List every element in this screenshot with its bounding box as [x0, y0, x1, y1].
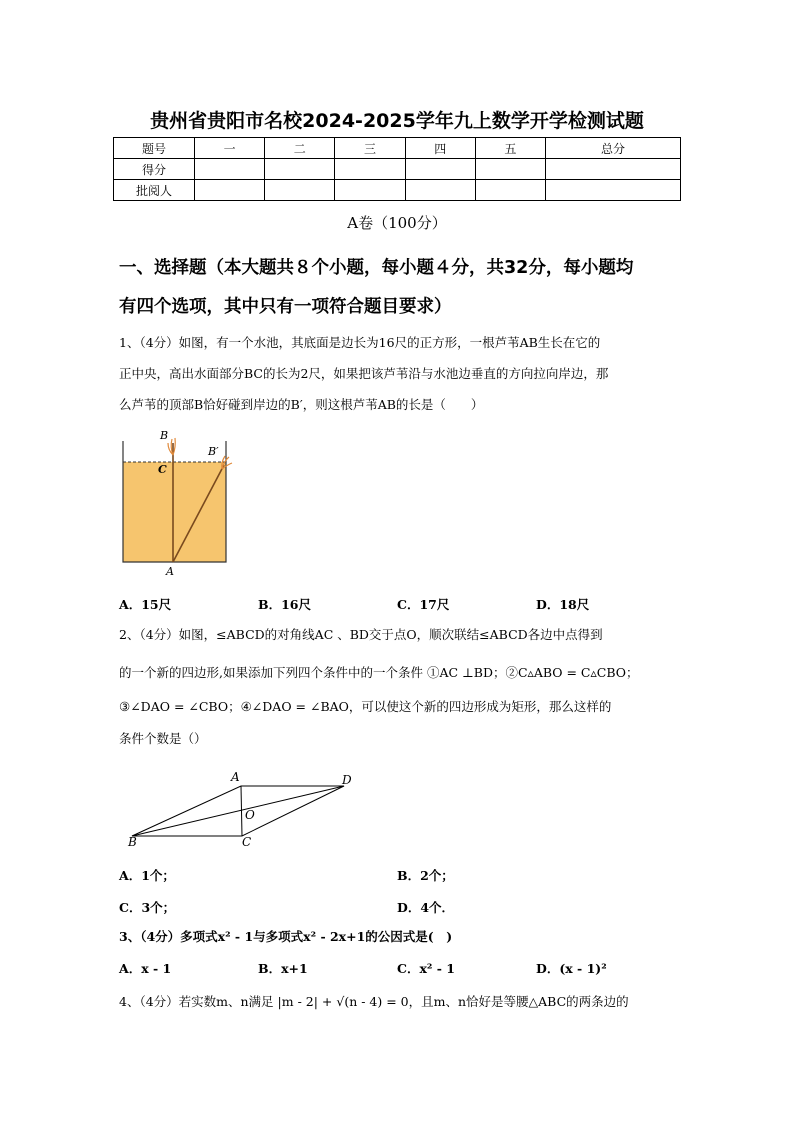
parallelogram-figure	[118, 762, 363, 847]
q3-text-line1: 3、（4分）多项式x² - 1与多项式x² - 2x+1的公因式是( )	[119, 929, 453, 944]
q3-option-b[interactable]: B．x+1	[258, 961, 308, 976]
score-header-cell: 四	[405, 138, 475, 159]
label-C: C	[158, 463, 167, 476]
label-D: D	[342, 773, 352, 787]
score-cell[interactable]	[265, 180, 335, 201]
score-table-row	[114, 159, 681, 180]
q1-option-a[interactable]: A．15尺	[119, 597, 172, 612]
label-B: B	[160, 429, 169, 442]
score-cell[interactable]	[475, 159, 545, 180]
score-header-cell: 二	[265, 138, 335, 159]
q2-text-line2: 的一个新的四边形,如果添加下列四个条件中的一个条件 ①AC ⊥BD；②C▵ABO = C▵CBO；	[119, 665, 639, 680]
label-C: C	[242, 835, 252, 847]
score-cell[interactable]	[546, 180, 681, 201]
score-table	[113, 137, 681, 201]
score-cell[interactable]	[475, 180, 545, 201]
score-cell[interactable]	[335, 180, 405, 201]
score-cell[interactable]	[265, 159, 335, 180]
label-A: A	[231, 770, 240, 784]
score-header-cell: 五	[475, 138, 545, 159]
diagonal-ac	[241, 786, 242, 836]
score-cell[interactable]	[405, 159, 475, 180]
score-cell[interactable]	[195, 180, 265, 201]
label-O: O	[245, 808, 255, 822]
label-Bprime: B′	[208, 445, 219, 458]
q2-option-d[interactable]: D．4个．	[397, 900, 455, 915]
q3-option-d[interactable]: D．(x - 1)²	[536, 961, 607, 976]
part1-heading-line1: 一、选择题（本大题共８个小题，每小题４分，共32分，每小题均	[119, 258, 634, 278]
q4-text-line1: 4、（4分）若实数m、n满足 |m - 2| + √(n - 4) = 0，且m、n恰好是等腰△ABC的两条边的	[119, 994, 629, 1009]
diagonal-bd	[132, 786, 344, 836]
score-row-label: 得分	[114, 159, 195, 180]
score-table-row	[114, 180, 681, 201]
q2-option-a[interactable]: A．1个；	[119, 868, 175, 883]
score-table-header-row	[114, 138, 681, 159]
part1-heading-line2: 有四个选项，其中只有一项符合题目要求）	[119, 297, 452, 317]
score-cell[interactable]	[405, 180, 475, 201]
q2-text-line4: 条件个数是（）	[119, 731, 207, 746]
q1-text-line3: 么芦苇的顶部B恰好碰到岸边的B′，则这根芦苇AB的长是（ ）	[119, 397, 484, 412]
q2-option-c[interactable]: C．3个；	[119, 900, 176, 915]
score-cell[interactable]	[335, 159, 405, 180]
label-B: B	[128, 835, 137, 847]
reed-top-icon	[168, 438, 175, 455]
q2-text-line1: 2、（4分）如图，≤ABCD的对角线AC 、BD交于点O，顺次联结≤ABCD各边中点得到	[119, 627, 603, 642]
section-a-heading: A卷（100分）	[347, 214, 447, 232]
score-header-cell: 总分	[546, 138, 681, 159]
score-row-label: 批阅人	[114, 180, 195, 201]
q2-option-b[interactable]: B．2个；	[397, 868, 454, 883]
pond-water	[123, 462, 226, 562]
score-header-cell: 题号	[114, 138, 195, 159]
q3-option-a[interactable]: A．x - 1	[119, 961, 172, 976]
score-header-cell: 三	[335, 138, 405, 159]
label-A: A	[166, 565, 174, 578]
exam-title: 贵州省贵阳市名校2024-2025学年九上数学开学检测试题	[150, 110, 644, 132]
q2-text-line3: ③∠DAO = ∠CBO；④∠DAO = ∠BAO，可以使这个新的四边形成为矩形，那么这样的	[119, 699, 612, 714]
score-cell[interactable]	[546, 159, 681, 180]
q1-text-line2: 正中央，高出水面部分BC的长为2尺，如果把该芦苇沿与水池边垂直的方向拉向岸边，那	[119, 366, 609, 381]
score-header-cell: 一	[195, 138, 265, 159]
pond-reed-figure	[118, 425, 248, 580]
q1-text-line1: 1、（4分）如图，有一个水池，其底面是边长为16尺的正方形，一根芦苇AB生长在它的	[119, 335, 601, 350]
score-cell[interactable]	[195, 159, 265, 180]
q1-option-b[interactable]: B．16尺	[258, 597, 311, 612]
q1-option-c[interactable]: C．17尺	[397, 597, 450, 612]
q3-option-c[interactable]: C．x² - 1	[397, 961, 455, 976]
q1-option-d[interactable]: D．18尺	[536, 597, 590, 612]
